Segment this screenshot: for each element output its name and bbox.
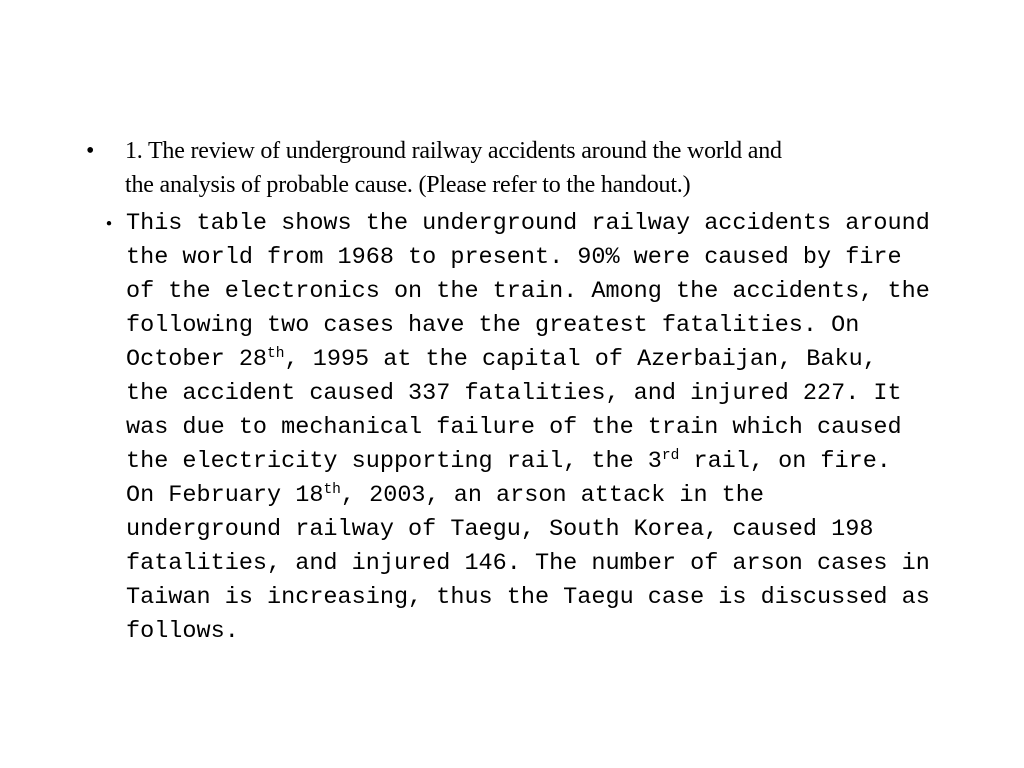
text-segment: October 28	[126, 346, 268, 373]
ordinal-superscript: th	[267, 346, 285, 362]
ordinal-superscript: rd	[661, 448, 680, 464]
text-segment: the world from 1968 to present. 90% were caused by fire	[126, 244, 902, 271]
text-segment: of the electronics on the train. Among the accidents, the	[126, 278, 930, 305]
text-line	[126, 445, 956, 479]
text-line	[126, 275, 956, 309]
text-segment: the electricity supporting rail, the 3	[126, 448, 662, 475]
text-line	[126, 207, 956, 241]
bullet-text-review	[125, 134, 945, 202]
text-line: 1. The review of underground railway accidents around the world and	[125, 138, 782, 164]
text-line	[126, 309, 956, 343]
text-line	[126, 377, 956, 411]
text-segment: underground railway of Taegu, South Korea, caused 198	[126, 516, 874, 543]
text-segment: Taiwan is increasing, thus the Taegu case is discussed as	[126, 584, 930, 611]
text-line: the analysis of probable cause. (Please refer to the handout.)	[125, 172, 691, 198]
text-segment: This table shows the underground railway accidents around	[126, 210, 930, 237]
text-segment: follows.	[126, 618, 239, 645]
text-line	[126, 615, 956, 649]
text-line	[126, 241, 956, 275]
text-segment: the accident caused 337 fatalities, and injured 227. It	[126, 380, 902, 407]
text-line	[126, 513, 956, 547]
text-line	[126, 547, 956, 581]
text-line	[126, 411, 956, 445]
text-line	[126, 581, 956, 615]
text-line	[126, 343, 956, 377]
text-line	[126, 479, 956, 513]
bullet-dot-icon: ・	[97, 210, 121, 238]
text-segment: , 1995 at the capital of Azerbaijan, Baku,	[284, 346, 877, 373]
text-segment: rail, on fire.	[679, 448, 891, 475]
bullet-dot-icon: •	[86, 138, 95, 164]
ordinal-superscript: th	[323, 482, 341, 498]
bullet-text-table-summary	[126, 207, 956, 649]
text-segment: was due to mechanical failure of the train which caused	[126, 414, 902, 441]
text-segment: following two cases have the greatest fatalities. On	[126, 312, 860, 339]
text-segment: fatalities, and injured 146. The number of arson cases in	[126, 550, 930, 577]
text-segment: On February 18	[126, 482, 324, 509]
text-segment: , 2003, an arson attack in the	[340, 482, 764, 509]
